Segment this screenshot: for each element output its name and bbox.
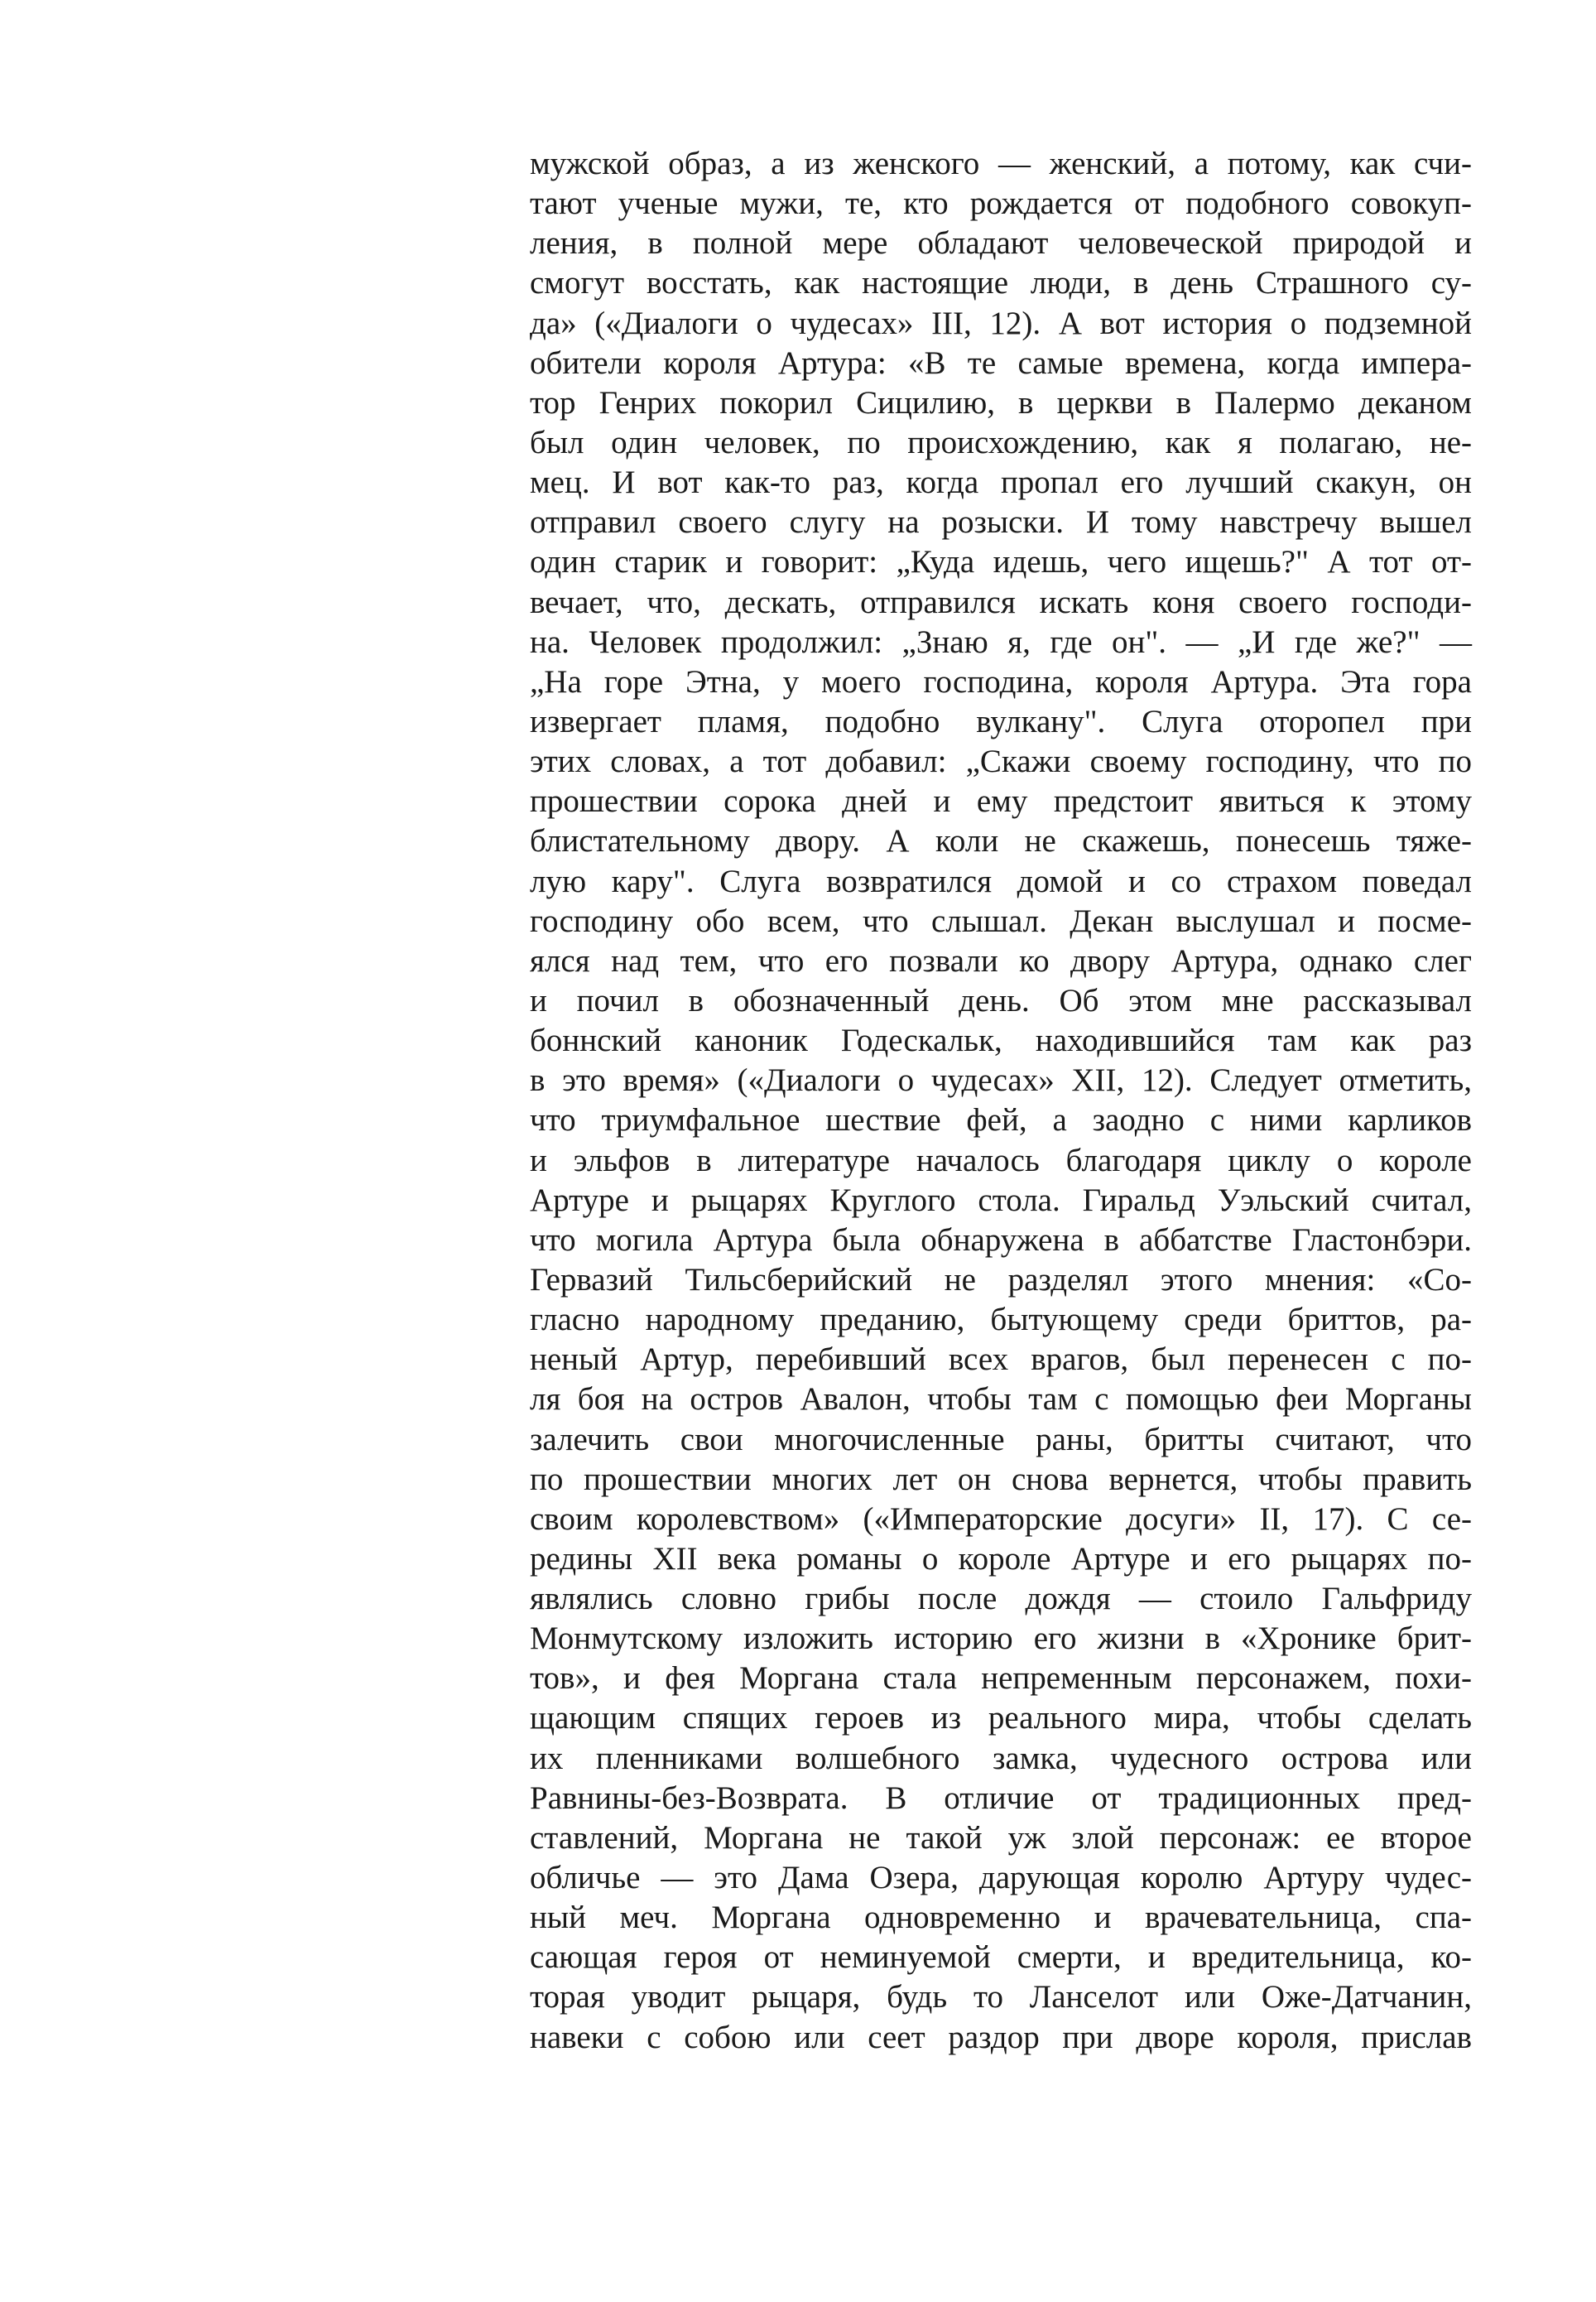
text-line: отправил своего слугу на розыски. И тому навстречу вышел <box>530 504 1472 541</box>
text-line: тор Генрих покорил Сицилию, в церкви в Палермо деканом <box>530 384 1472 421</box>
text-line: господину обо всем, что слышал. Декан выслушал и посме- <box>530 903 1472 939</box>
text-line: сающая героя от неминуемой смерти, и вредительница, ко- <box>530 1939 1472 1976</box>
text-line: и эльфов в литературе началось благодаря циклу о короле <box>530 1142 1472 1178</box>
text-line: боннский каноник Годескальк, находившийся там как раз <box>530 1023 1472 1059</box>
text-line: да» («Диалоги о чудесах» III, 12). А вот история о подземной <box>530 305 1472 341</box>
body-text <box>530 144 1472 2058</box>
text-line: тов», и фея Моргана стала непременным персонажем, похи- <box>530 1660 1472 1697</box>
text-line: был один человек, по происхождению, как я полагаю, не- <box>530 424 1472 460</box>
text-line: ялся над тем, что его позвали ко двору Артура, однако слег <box>530 942 1472 979</box>
text-line: обители короля Артура: «В те самые времена, когда импера- <box>530 344 1472 381</box>
text-line: по прошествии многих лет он снова вернется, чтобы править <box>530 1461 1472 1497</box>
text-line: вечает, что, дескать, отправился искать коня своего господи- <box>530 584 1472 620</box>
text-line: мец. И вот как-то раз, когда пропал его лучший скакун, он <box>530 465 1472 501</box>
text-line: являлись словно грибы после дождя — стоило Гальфриду <box>530 1581 1472 1617</box>
text-line: ставлений, Моргана не такой уж злой персонаж: ее второе <box>530 1819 1472 1856</box>
text-line: что триумфальное шествие фей, а заодно с ними карликов <box>530 1102 1472 1139</box>
text-line: Артуре и рыцарях Круглого стола. Гиральд Уэльский считал, <box>530 1182 1472 1218</box>
text-line: извергает пламя, подобно вулкану". Слуга оторопел при <box>530 703 1472 739</box>
text-line: гласно народному преданию, бытующему среди бриттов, ра- <box>530 1302 1472 1338</box>
text-line: один старик и говорит: „Куда идешь, чего ищешь?" А тот от- <box>530 544 1472 580</box>
text-line: ный меч. Моргана одновременно и врачевательница, спа- <box>530 1900 1472 1936</box>
text-line: Гервазий Тильсберийский не разделял этого мнения: «Со- <box>530 1261 1472 1298</box>
text-line: Равнины-без-Возврата. В отличие от традиционных пред- <box>530 1779 1472 1816</box>
text-line: обличье — это Дама Озера, дарующая королю Артуру чудес- <box>530 1860 1472 1896</box>
text-line: своим королевством» («Императорские досуги» II, 17). С се- <box>530 1500 1472 1537</box>
text-line: ления, в полной мере обладают человеческой природой и <box>530 225 1472 262</box>
text-line: залечить свои многочисленные раны, бритты считают, что <box>530 1421 1472 1457</box>
text-line: прошествии сорока дней и ему предстоит явиться к этому <box>530 783 1472 820</box>
text-line: торая уводит рыцаря, будь то Ланселот или Оже-Датчанин, <box>530 1979 1472 2015</box>
text-line: и почил в обозначенный день. Об этом мне рассказывал <box>530 982 1472 1019</box>
text-line: навеки с собою или сеет раздор при дворе короля, прислав <box>530 2019 1472 2055</box>
text-line: лую кару". Слуга возвратился домой и со страхом поведал <box>530 863 1472 899</box>
text-line: ля боя на остров Авалон, чтобы там с помощью феи Морганы <box>530 1381 1472 1418</box>
text-line: их пленниками волшебного замка, чудесного острова или <box>530 1740 1472 1776</box>
text-line: на. Человек продолжил: „Знаю я, где он". — „И где же?" — <box>530 624 1472 660</box>
text-line: блистательному двору. А коли не скажешь, понесешь тяже- <box>530 823 1472 860</box>
text-line: неный Артур, перебивший всех врагов, был перенесен с по- <box>530 1341 1472 1378</box>
text-line: редины XII века романы о короле Артуре и его рыцарях по- <box>530 1540 1472 1577</box>
text-line: Монмутскому изложить историю его жизни в «Хронике брит- <box>530 1621 1472 1657</box>
text-line: этих словах, а тот добавил: „Скажи своему господину, что по <box>530 744 1472 780</box>
text-line: что могила Артура была обнаружена в аббатстве Гластонбэри. <box>530 1221 1472 1258</box>
text-line: „На горе Этна, у моего господина, короля Артура. Эта гора <box>530 663 1472 700</box>
text-line: в это время» («Диалоги о чудесах» XII, 12). Следует отметить, <box>530 1062 1472 1099</box>
text-line: щающим спящих героев из реального мира, чтобы сделать <box>530 1700 1472 1736</box>
text-line: смогут восстать, как настоящие люди, в день Страшного су- <box>530 265 1472 301</box>
text-line: тают ученые мужи, те, кто рождается от подобного совокуп- <box>530 185 1472 222</box>
text-line: мужской образ, а из женского — женский, а потому, как счи- <box>530 146 1472 181</box>
